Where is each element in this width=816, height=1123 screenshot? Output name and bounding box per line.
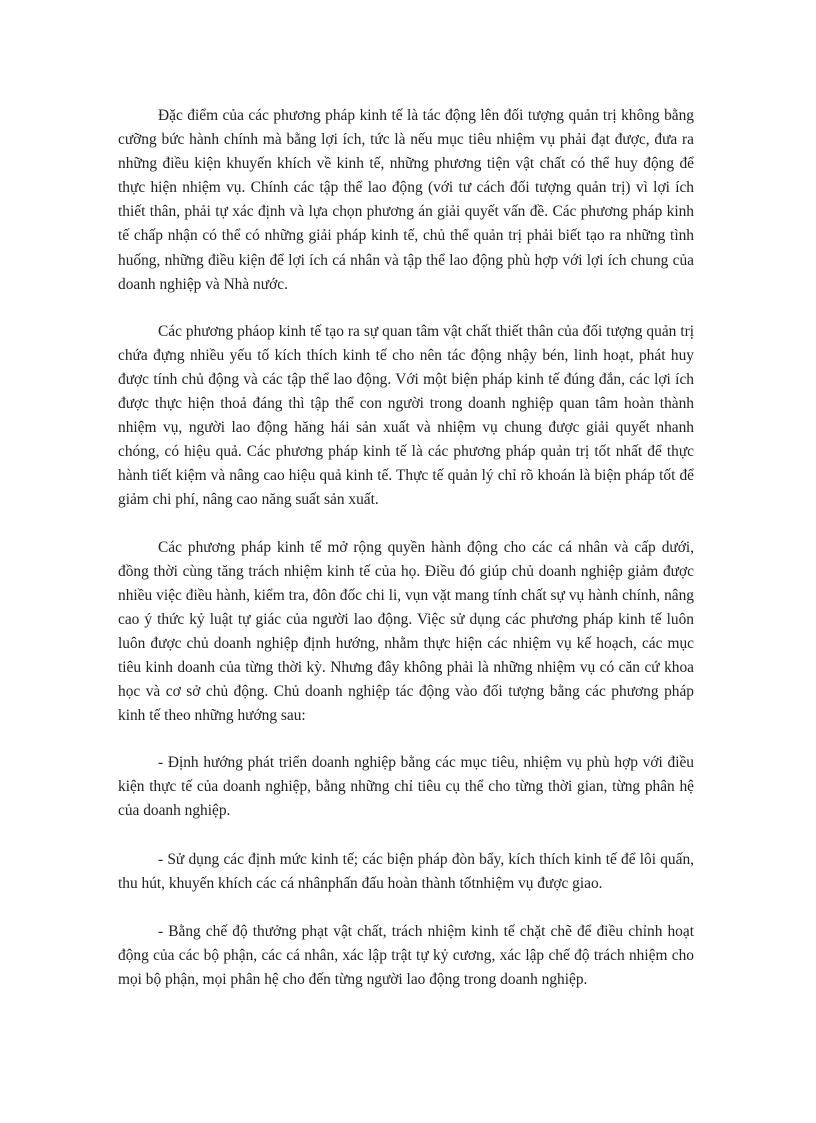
- document-body: [118, 104, 694, 1016]
- bullet-paragraph-2: - Sử dụng các định mức kinh tế; các biện pháp đòn bẩy, kích thích kinh tế để lôi quấn, thu hút, khuyến khích các cá nhânphấn đấu hoàn thành tốtnhiệm vụ được giao.: [118, 850, 694, 892]
- paragraph-3: Các phương pháp kinh tế mở rộng quyền hành động cho các cá nhân và cấp dưới, đồng thời cùng tăng trách nhiệm kinh tế của họ. Điều đó giúp chủ doanh nghiệp giảm được nhiều việc điều hành, kiểm tra, đôn đốc chi li, vụn vặt mang tính chất sự vụ hành chính, nâng cao ý thức kỷ luật tự giác của người lao động. Việc sử dụng các phương pháp kinh tế luôn luôn được chủ doanh nghiệp định hướng, nhằm thực hiện các nhiệm vụ kế hoạch, các mục tiêu kinh doanh của từng thời kỳ. Nhưng đây không phải là những nhiệm vụ có căn cứ khoa học và cơ sở chủ động. Chủ doanh nghiệp tác động vào đối tượng bằng các phương pháp kinh tế theo những hướng sau:: [118, 538, 694, 725]
- bullet-paragraph-3: - Bằng chế độ thưởng phạt vật chất, trách nhiệm kinh tế chặt chẽ để điều chỉnh hoạt động của các bộ phận, các cá nhân, xác lập trật tự kỷ cương, xác lập chế độ trách nhiệm cho mọi bộ phận, mọi phân hệ cho đến từng người lao động trong doanh nghiệp.: [118, 922, 694, 988]
- paragraph-1: Đặc điểm của các phương pháp kinh tế là tác động lên đối tượng quản trị không bằng cưỡng bức hành chính mà bằng lợi ích, tức là nếu mục tiêu nhiệm vụ phải đạt được, đưa ra những điều kiện khuyến khích về kinh tế, những phương tiện vật chất có thể huy động để thực hiện nhiệm vụ. Chính các tập thể lao động (với tư cách đối tượng quản trị) vì lợi ích thiết thân, phải tự xác định và lựa chọn phương án giải quyết vấn đề. Các phương pháp kinh tế chấp nhận có thể có những giải pháp kinh tế, chủ thể quản trị phải biết tạo ra những tình huống, những điều kiện để lợi ích cá nhân và tập thể lao động phù hợp với lợi ích chung của doanh nghiệp và Nhà nước.: [118, 107, 694, 293]
- bullet-paragraph-1: - Định hướng phát triển doanh nghiệp bằng các mục tiêu, nhiệm vụ phù hợp với điều kiện thực tế của doanh nghiệp, bằng những chỉ tiêu cụ thể cho từng thời gian, từng phân hệ của doanh nghiệp.: [118, 754, 694, 820]
- paragraph-2: Các phương pháop kinh tế tạo ra sự quan tâm vật chất thiết thân của đối tượng quản trị chứa đựng nhiều yếu tố kích thích kinh tế cho nên tác động nhậy bén, linh hoạt, phát huy được tính chủ động và các tập thể lao động. Với một biện pháp kinh tế đúng đắn, các lợi ích được thực hiện thoả đáng thì tập thể con người trong doanh nghiệp quan tâm hoàn thành nhiệm vụ, người lao động hăng hái sản xuất và nhiệm vụ chung được giải quyết nhanh chóng, có hiệu quả. Các phương pháp kinh tế là các phương pháp quản trị tốt nhất để thực hành tiết kiệm và nâng cao hiệu quả kinh tế. Thực tế quản lý chỉ rõ khoán là biện pháp tốt để giảm chi phí, nâng cao năng suất sản xuất.: [118, 322, 694, 509]
